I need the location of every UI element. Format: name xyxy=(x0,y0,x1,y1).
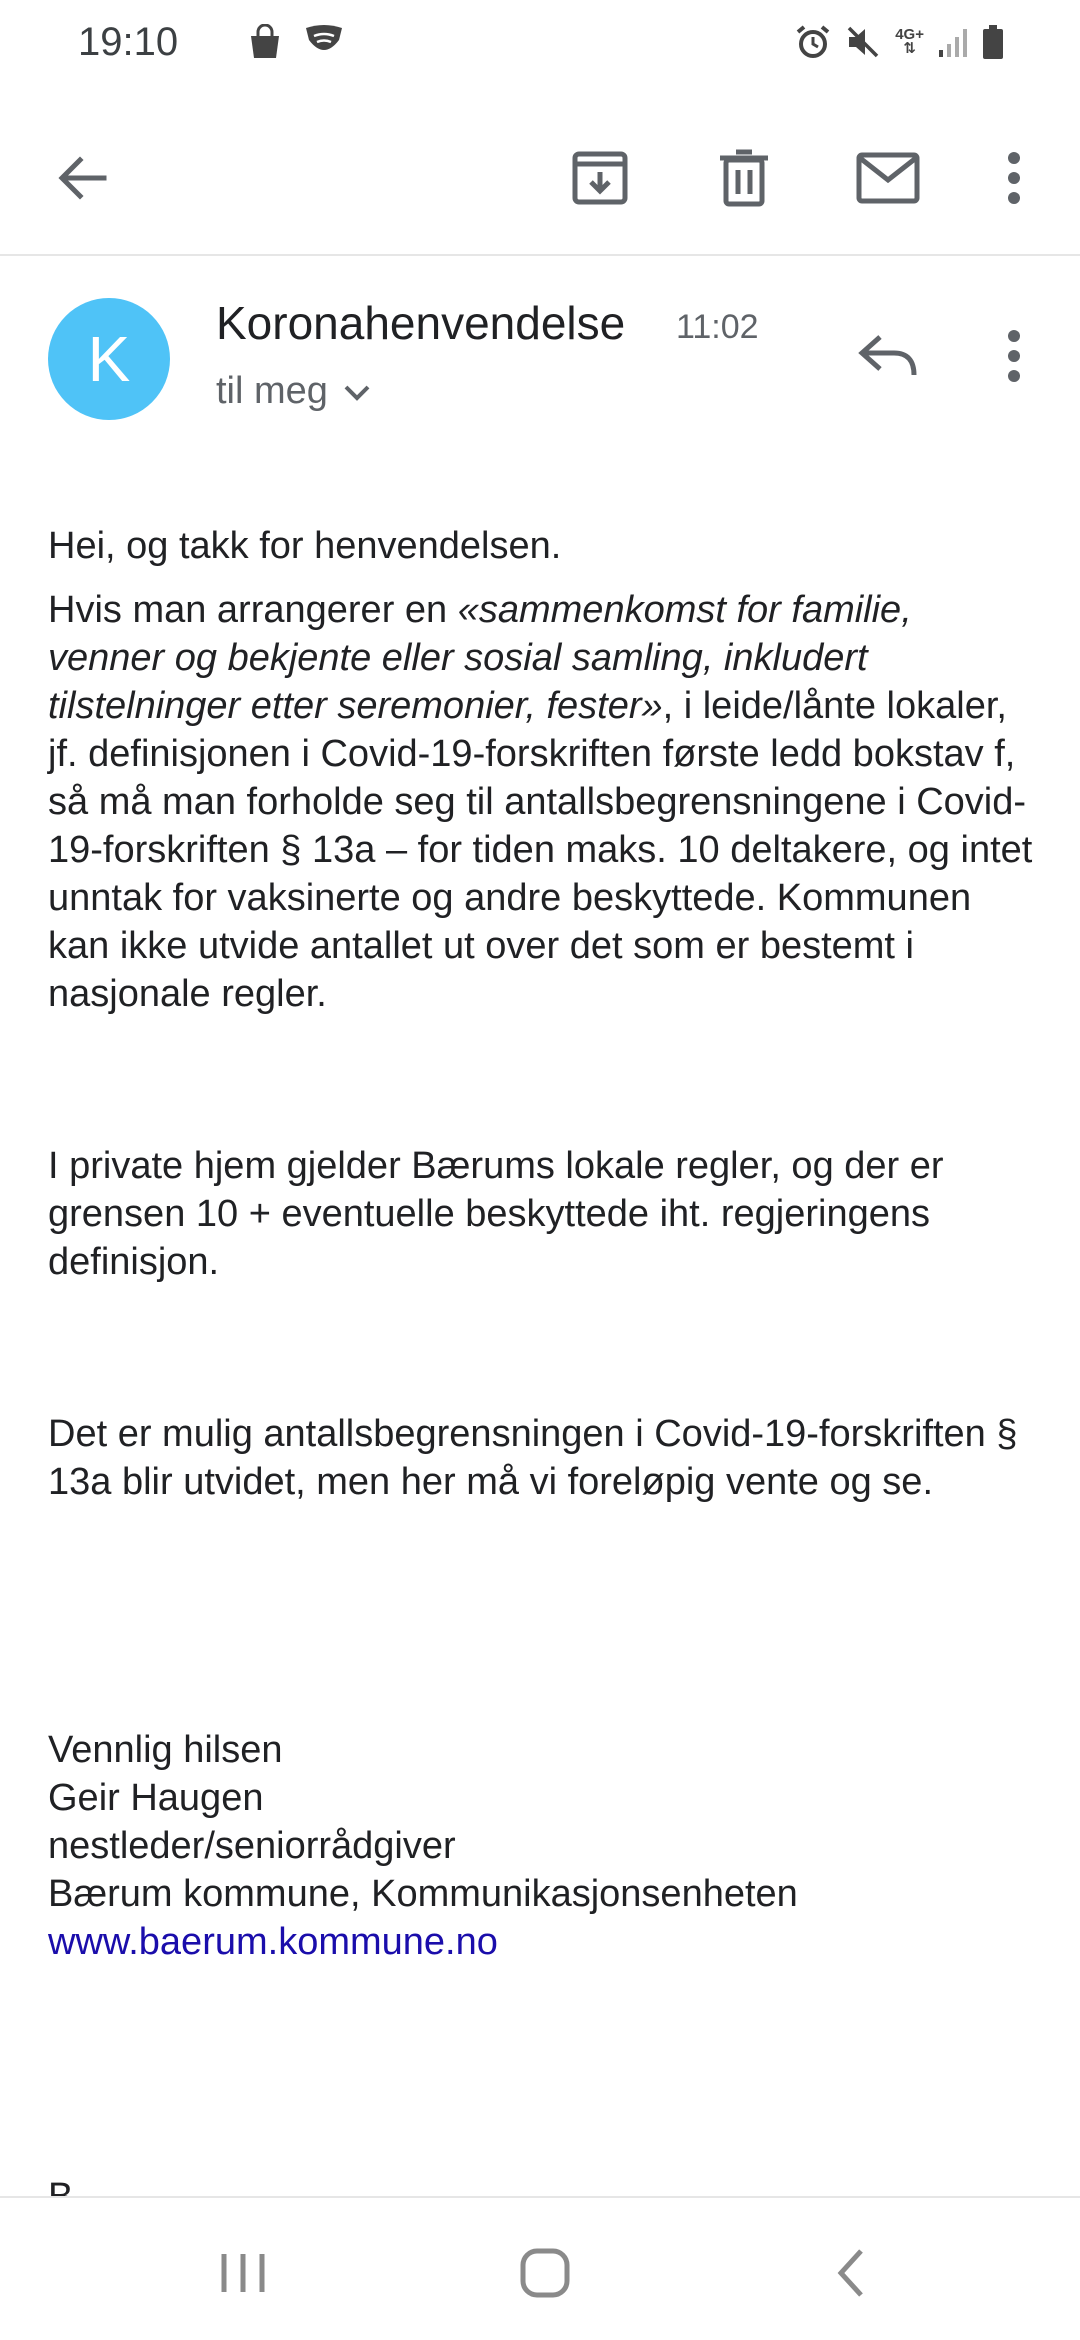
signature xyxy=(48,1726,1038,1966)
delete-icon[interactable] xyxy=(700,134,788,222)
chevron-down-icon xyxy=(342,370,372,413)
archive-icon[interactable] xyxy=(556,134,644,222)
signature-name: Geir Haugen xyxy=(48,1777,264,1819)
nav-back-icon[interactable] xyxy=(806,2228,896,2318)
home-icon[interactable] xyxy=(500,2228,590,2318)
paragraph-1-start: Hvis man arrangerer en xyxy=(48,589,458,631)
signal-icon xyxy=(938,26,968,58)
battery-icon xyxy=(982,25,1004,59)
recipient-label: til meg xyxy=(216,370,328,412)
alarm-icon xyxy=(795,24,831,60)
sender-name: Koronahenvendelse xyxy=(216,297,626,349)
recents-icon[interactable] xyxy=(198,2228,288,2318)
message-time: 11:02 xyxy=(676,308,759,346)
reply-icon[interactable] xyxy=(848,316,928,396)
message-body xyxy=(48,522,1038,1966)
avatar[interactable]: K xyxy=(48,298,170,420)
signature-closing: Vennlig hilsen xyxy=(48,1729,283,1771)
paragraph-1-end: , i leide/lånte lokaler, jf. definisjonen i Covid-19-forskriften første ledd bokstav f, så må man forholde seg til antallsbegrensningene i Covid-19-forskriften § 13a – for tiden maks. 10 deltakere, og intet unntak for vaksinerte og andre beskyttede. Kommunen kan ikke utvide antallet ut over det som er bestemt i nasjonale regler. xyxy=(48,685,1033,1015)
signature-link[interactable]: www.baerum.kommune.no xyxy=(48,1921,498,1963)
signature-org: Bærum kommune, Kommunikasjonsenheten xyxy=(48,1873,798,1915)
paragraph-3: Det er mulig antallsbegrensningen i Covid-19-forskriften § 13a blir utvidet, men her må vi foreløpig vente og se. xyxy=(48,1413,1018,1503)
signature-title: nestleder/seniorrådgiver xyxy=(48,1825,456,1867)
recipient-toggle[interactable] xyxy=(216,370,372,413)
mark-unread-icon[interactable] xyxy=(844,134,932,222)
mute-icon xyxy=(845,24,881,60)
back-arrow-icon[interactable] xyxy=(38,134,126,222)
wifi-shield-icon xyxy=(304,24,344,60)
navigation-bar xyxy=(0,2196,1080,2340)
more-icon[interactable] xyxy=(970,134,1058,222)
paragraph-2: I private hjem gjelder Bærums lokale regler, og der er grensen 10 + eventuelle beskyttede iht. regjeringens definisjon. xyxy=(48,1145,944,1283)
network-type: 4G+ ⇅ xyxy=(895,26,924,57)
message-more-icon[interactable] xyxy=(974,316,1054,396)
greeting: Hei, og takk for henvendelsen. xyxy=(48,525,562,567)
status-bar xyxy=(0,0,1080,90)
status-time: 19:10 xyxy=(78,20,179,64)
app-bar xyxy=(0,100,1080,256)
quoted-definition: «sammenkomst for familie, venner og bekjente eller sosial samling, inkludert tilstelninger etter seremonier, fester» xyxy=(48,589,912,727)
bag-icon xyxy=(248,24,282,60)
paragraph-1 xyxy=(48,586,1038,1018)
